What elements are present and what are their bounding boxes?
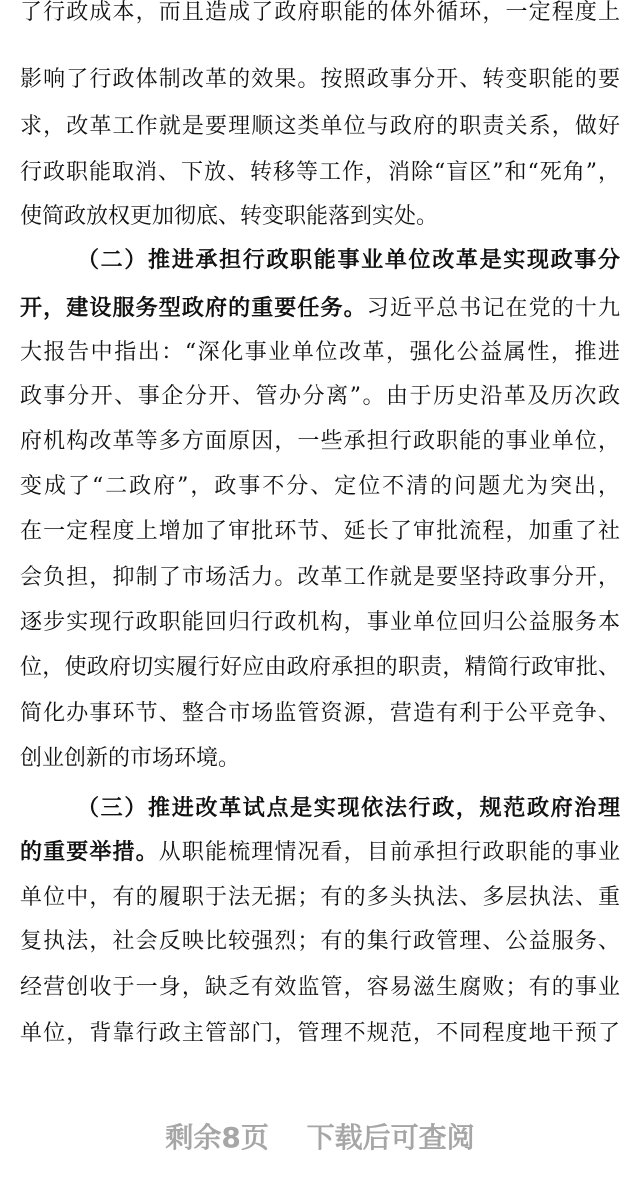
text-line bbox=[20, 837, 620, 868]
body-text: 影响了行政体制改革的效果。按照政事分开、转变职能的要 bbox=[20, 67, 620, 92]
body-text: 会负担，抑制了市场活力。改革工作就是要坚持政事分开， bbox=[20, 565, 620, 590]
body-text: 大报告中指出：“深化事业单位改革，强化公益属性，推进 bbox=[20, 340, 620, 365]
text-line bbox=[20, 112, 620, 142]
text-line bbox=[20, 744, 620, 774]
body-text: 行政职能取消、下放、转移等工作，消除“盲区”和“死角”， bbox=[20, 160, 620, 185]
text-line bbox=[20, 608, 620, 638]
body-text: 政事分开、事企分开、管办分离”。由于历史沿革及历次政 bbox=[20, 384, 620, 409]
text-line bbox=[20, 973, 620, 1003]
body-text: 简化办事环节、整合市场监管资源，营造有利于公平竞争、 bbox=[20, 701, 620, 726]
text-line bbox=[20, 293, 620, 324]
body-text: 单位中，有的履职于法无据；有的多头执法、多层执法、重 bbox=[20, 885, 620, 910]
text-line bbox=[77, 793, 620, 824]
bold-heading-text: （二）推进承担行政职能事业单位改革是实现政事分 bbox=[77, 247, 620, 273]
body-text: 复执法，社会反映比较强烈；有的集行政管理、公益服务、 bbox=[20, 929, 620, 954]
body-text: 创业创新的市场环境。 bbox=[20, 746, 241, 771]
text-line bbox=[20, 653, 620, 683]
body-text: 逐步实现行政职能回归行政机构，事业单位回归公益服务本 bbox=[20, 610, 620, 635]
text-line bbox=[20, 0, 620, 28]
text-line bbox=[20, 158, 620, 188]
bold-heading-text: 的重要举措。 bbox=[20, 839, 159, 865]
body-text: 经营创收于一身，缺乏有效监管，容易滋生腐败；有的事业 bbox=[20, 975, 620, 1000]
bold-heading-text: （三）推进改革试点是实现依法行政，规范政府治理 bbox=[77, 795, 620, 821]
body-text: 从职能梳理情况看，目前承担行政职能的事业 bbox=[158, 840, 620, 865]
text-line bbox=[20, 202, 620, 232]
body-text: 了行政成本，而且造成了政府职能的体外循环，一定程度上 bbox=[20, 0, 620, 25]
text-line bbox=[77, 245, 620, 276]
text-line bbox=[20, 472, 620, 502]
body-text: 求，改革工作就是要理顺这类单位与政府的职责关系，做好 bbox=[20, 114, 620, 139]
text-line bbox=[20, 927, 620, 957]
body-text: 习近平总书记在党的十九 bbox=[366, 296, 620, 321]
body-text: 使简政放权更加彻底、转变职能落到实处。 bbox=[20, 204, 439, 229]
remaining-pages-label: 剩余8页 bbox=[165, 1121, 269, 1154]
text-line bbox=[20, 699, 620, 729]
text-line bbox=[20, 338, 620, 368]
body-text: 在一定程度上增加了审批环节、延长了审批流程，加重了社 bbox=[20, 519, 620, 544]
download-to-view-label[interactable]: 下载后可查阅 bbox=[306, 1121, 475, 1154]
download-prompt[interactable] bbox=[0, 1116, 640, 1156]
text-line bbox=[20, 563, 620, 593]
body-text: 府机构改革等多方面原因，一些承担行政职能的事业单位， bbox=[20, 429, 620, 454]
text-line bbox=[20, 517, 620, 547]
text-line bbox=[20, 382, 620, 412]
body-text: 位，使政府切实履行好应由政府承担的职责，精简行政审批、 bbox=[20, 655, 620, 680]
body-text: 变成了“二政府”，政事不分、定位不清的问题尤为突出， bbox=[20, 474, 620, 499]
text-line bbox=[20, 65, 620, 95]
text-line bbox=[20, 883, 620, 913]
bold-heading-text: 开，建设服务型政府的重要任务。 bbox=[20, 295, 367, 321]
body-text: 单位，背靠行政主管部门，管理不规范，不同程度地干预了 bbox=[20, 1021, 620, 1046]
text-line bbox=[20, 427, 620, 457]
text-line bbox=[20, 1019, 620, 1049]
